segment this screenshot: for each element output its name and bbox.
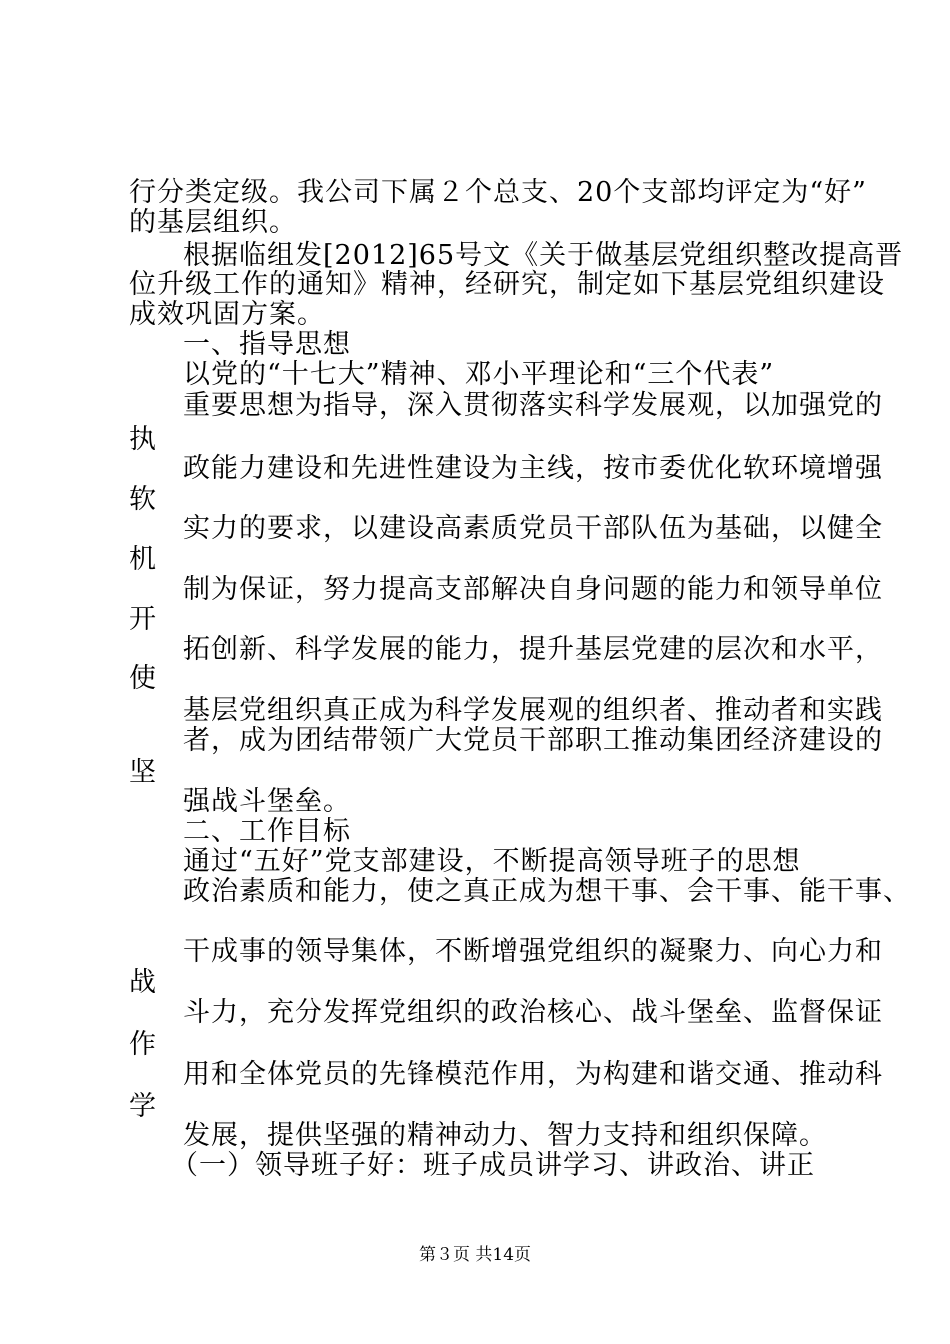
text-line: 坚: [129, 757, 157, 788]
text-line: 的基层组织。: [129, 207, 297, 238]
text-line: 干成事的领导集体，不断增强党组织的凝聚力、向心力和: [183, 936, 883, 967]
text-line: 以党的“十七大”精神、邓小平理论和“三个代表”: [183, 359, 775, 390]
text-line: 政治素质和能力，使之真正成为想干事、会干事、能干事、: [183, 876, 911, 907]
text-line: 发展，提供坚强的精神动力、智力支持和组织保障。: [183, 1120, 827, 1151]
text-line: 斗力，充分发挥党组织的政治核心、战斗堡垒、监督保证: [183, 997, 883, 1028]
text-line: 政能力建设和先进性建设为主线，按市委优化软环境增强: [183, 453, 883, 484]
text-line: 制为保证，努力提高支部解决自身问题的能力和领导单位: [183, 574, 883, 605]
text-line: 基层党组织真正成为科学发展观的组织者、推动者和实践: [183, 695, 883, 726]
text-line: 学: [129, 1091, 157, 1122]
text-line: 机: [129, 544, 157, 575]
section-heading: 二、工作目标: [183, 816, 351, 847]
text-line: （一）领导班子好：班子成员讲学习、讲政治、讲正: [171, 1150, 815, 1181]
text-line: 实力的要求，以建设高素质党员干部队伍为基础，以健全: [183, 513, 883, 544]
text-line: 拓创新、科学发展的能力，提升基层党建的层次和水平，: [183, 634, 883, 665]
text-line: 位升级工作的通知》精神，经研究，制定如下基层党组织建设: [129, 269, 885, 300]
section-heading: 一、指导思想: [183, 329, 351, 360]
text-line: 使: [129, 663, 157, 694]
text-line: 执: [129, 424, 157, 455]
text-line: 成效巩固方案。: [129, 299, 325, 330]
text-line: 战: [129, 967, 157, 998]
text-line: 软: [129, 484, 157, 515]
text-line: 根据临组发[2012]65号文《关于做基层党组织整改提高晋: [183, 240, 904, 271]
text-line: 者，成为团结带领广大党员干部职工推动集团经济建设的: [183, 725, 883, 756]
text-line: 行分类定级。我公司下属２个总支、20个支部均评定为“好”: [129, 177, 867, 208]
text-line: 强战斗堡垒。: [183, 786, 351, 817]
page-number-footer: 第３页 共14页: [418, 1245, 532, 1265]
text-line: 重要思想为指导，深入贯彻落实科学发展观，以加强党的: [183, 390, 883, 421]
text-line: 开: [129, 604, 157, 635]
text-line: 通过“五好”党支部建设，不断提高领导班子的思想: [183, 846, 801, 877]
text-line: 用和全体党员的先锋模范作用，为构建和谐交通、推动科: [183, 1059, 883, 1090]
text-line: 作: [129, 1029, 157, 1060]
